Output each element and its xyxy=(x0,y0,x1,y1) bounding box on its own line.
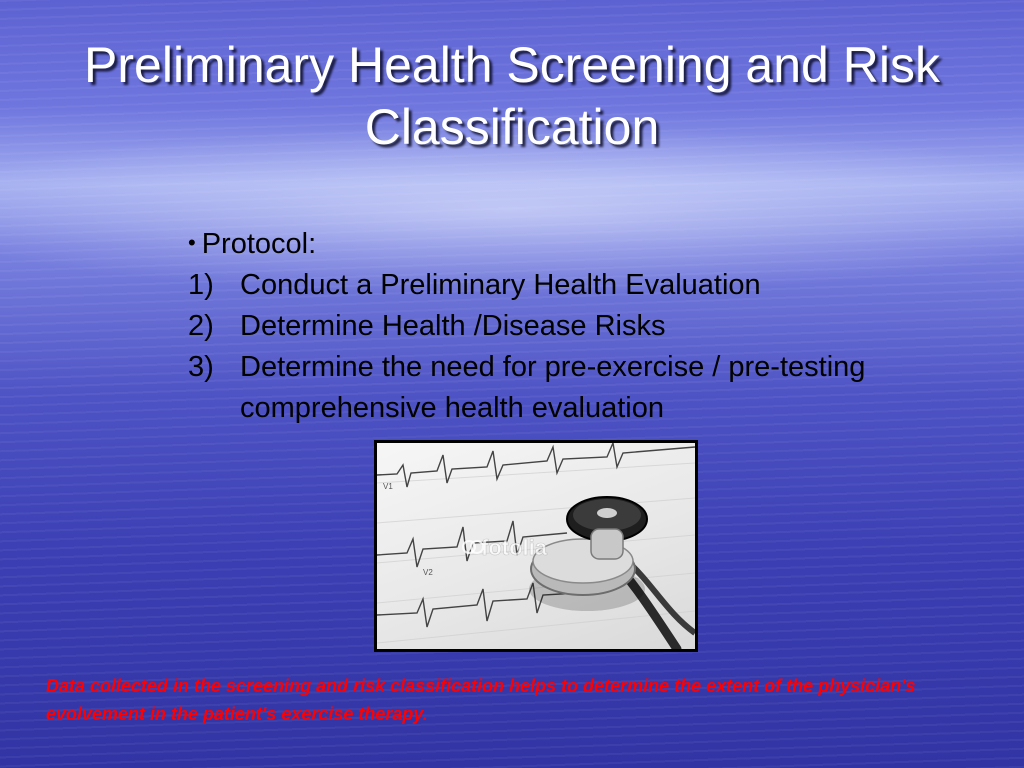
step-number: 1) xyxy=(188,269,214,301)
step-item xyxy=(188,265,908,306)
slide-title: Preliminary Health Screening and Risk Classification xyxy=(84,37,940,155)
ecg-label: V1 xyxy=(383,482,393,491)
stethoscope-icon xyxy=(377,443,695,649)
slide-body xyxy=(188,222,908,429)
bullet-marker: • xyxy=(188,230,196,255)
ecg-label: V2 xyxy=(423,568,433,577)
step-number: 2) xyxy=(188,310,214,342)
bullet-text: Protocol: xyxy=(201,228,317,260)
bullet-item xyxy=(188,222,908,265)
step-item xyxy=(188,347,908,429)
step-number: 3) xyxy=(188,351,214,383)
step-item xyxy=(188,306,908,347)
footnote: Data collected in the screening and risk classification helps to determine the extent of the physician's evolvement in the patient's exercise therapy. xyxy=(46,676,916,724)
step-text: Determine Health /Disease Risks xyxy=(240,310,666,342)
watermark-text: fotolia xyxy=(481,535,547,560)
step-text: Conduct a Preliminary Health Evaluation xyxy=(240,269,761,301)
step-text: Determine the need for pre-exercise / pre-testing comprehensive health evaluation xyxy=(240,351,866,424)
stethoscope-ecg-image xyxy=(374,440,698,652)
protocol-steps xyxy=(188,265,908,429)
